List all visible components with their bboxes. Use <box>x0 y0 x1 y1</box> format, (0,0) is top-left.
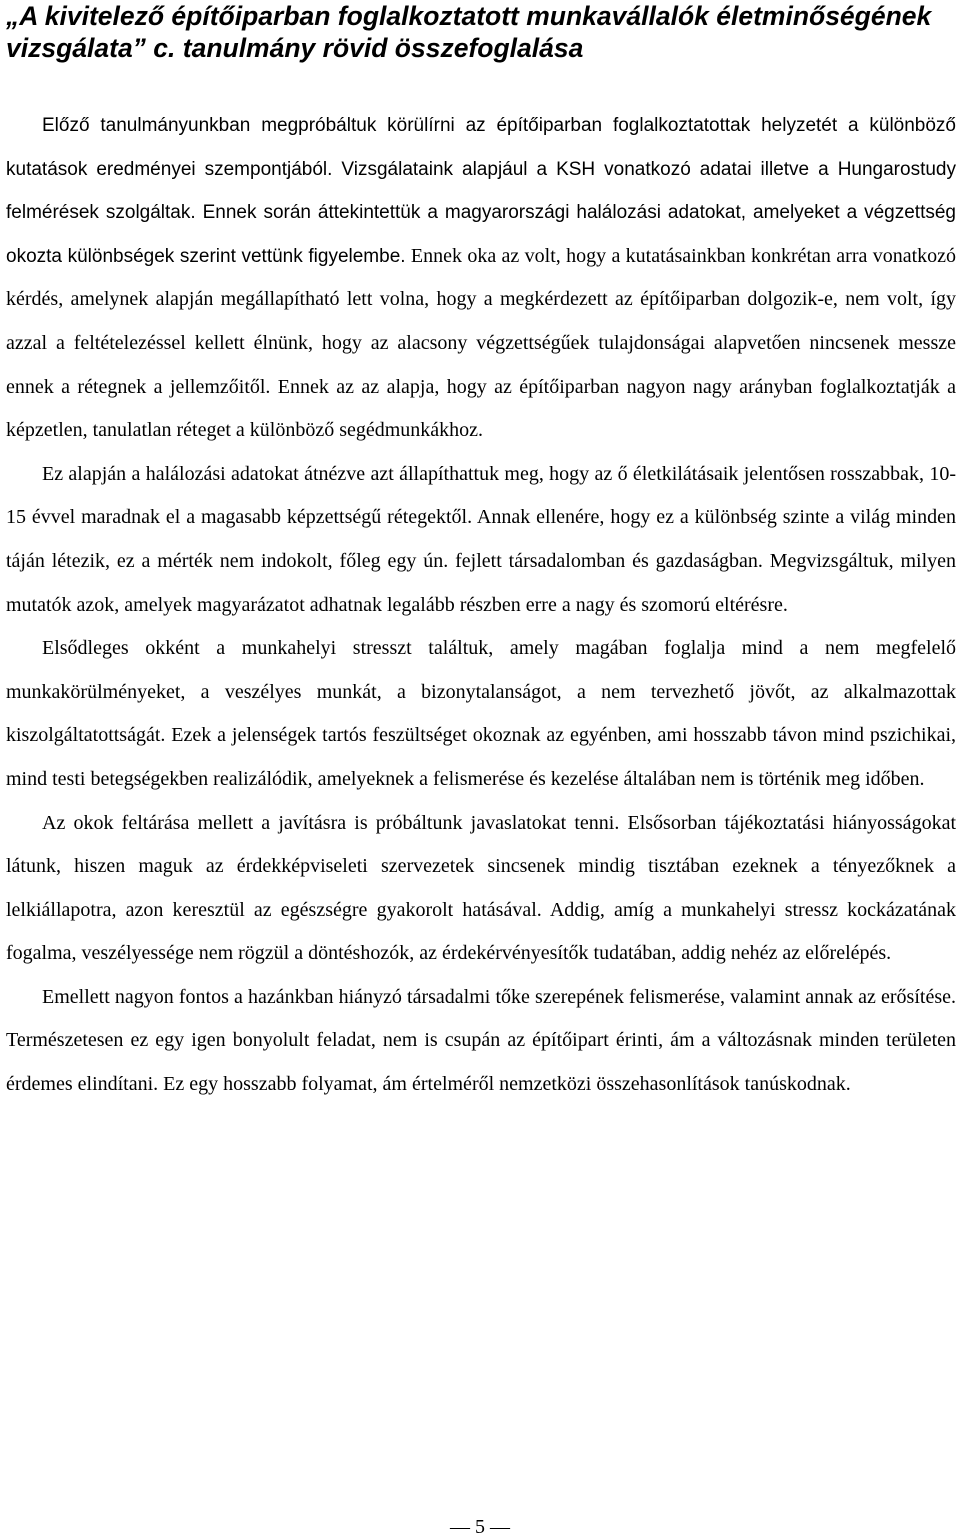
dash-right: — <box>490 1516 510 1538</box>
paragraph-1-part-1: Előző tanulmányunkban megpróbáltuk körülírni az építőiparban foglalkoztatottak helyzetét a különböző kutatások eredményei szempontjából. Vizsgálataink alapjául a KSH vonatkozó adatai illetve a Hungarostudy felmérések szolgáltak. Ennek során áttekintettük a magyarországi halálozási adatokat, amelyeket a végzettség okozta különbségek szerint vettünk figyelembe. <box>6 115 956 267</box>
paragraph-1-part-2: Ennek oka az volt, hogy a kutatásainkban konkrétan arra vonatkozó kérdés, amelynek alapján megállapítható lett volna, hogy a megkérdezett az építőiparban dolgozik-e, nem volt, így azzal a feltételezéssel kellett élnünk, hogy az alacsony végzettségűek tulajdonságai alapvetően nincsenek messze ennek a rétegnek a jellemzőitől. Ennek az az alapja, hogy az építőiparban nagyon nagy arányban foglalkoztatják a képzetlen, tanulatlan réteget a különböző segédmunkákhoz. <box>6 244 957 442</box>
dash-left: — <box>450 1516 470 1538</box>
paragraph-3: Elsődleges okként a munkahelyi stresszt találtuk, amely magában foglalja mind a nem megfelelő munkakörülményeket, a veszélyes munkát, a bizonytalanságot, a nem tervezhető jövőt, az alkalmazottak kiszolgáltatottságát. Ezek a jelenségek tartós feszültséget okoznak az egyénben, ami hosszabb távon mind pszichikai, mind testi betegségekben realizálódik, amelyeknek a felismerése és kezelése általában nem is történik meg időben. <box>6 637 956 790</box>
document-title: „A kivitelező építőiparban foglalkoztatott munkavállalók életminőségének vizsgálata” c. tanulmány rövid összefoglalása <box>6 1 932 63</box>
page-footer <box>0 1515 960 1539</box>
paragraph-2: Ez alapján a halálozási adatokat átnézve azt állapíthattuk meg, hogy az ő életkilátásaik jelentősen rosszabbak, 10-15 évvel maradnak el a magasabb képzettségű rétegektől. Annak ellenére, hogy ez a különbség szinte a világ minden táján létezik, ez a mérték nem indokolt, főleg egy ún. fejlett társadalomban és gazdaságban. Megvizsgáltuk, milyen mutatók azok, amelyek magyarázatot adhatnak legalább részben erre a nagy és szomorú eltérésre. <box>6 462 956 616</box>
page-number: 5 <box>475 1516 485 1538</box>
paragraph-4: Az okok feltárása mellett a javításra is próbáltunk javaslatokat tenni. Elsősorban tájékoztatási hiányosságokat látunk, hiszen maguk az érdekképviseleti szervezetek sincsenek mindig tisztában ezeknek a tényezőknek a lelkiállapotra, azon keresztül az egészségre gyakorolt hatásával. Addig, amíg a munkahelyi stressz kockázatának fogalma, veszélyessége nem rögzül a döntéshozók, az érdekérvényesítők tudatában, addig nehéz az előrelépés. <box>6 811 956 965</box>
document-body <box>6 104 956 1107</box>
paragraph-5: Emellett nagyon fontos a hazánkban hiányzó társadalmi tőke szerepének felismerése, valamint annak az erősítése. Természetesen ez egy igen bonyolult feladat, nem is csupán az építőipart érinti, ám a változásnak minden területen érdemes elindítani. Ez egy hosszabb folyamat, ám értelméről nemzetközi összehasonlítások tanúskodnak. <box>6 985 956 1096</box>
paragraph-1 <box>6 104 956 453</box>
